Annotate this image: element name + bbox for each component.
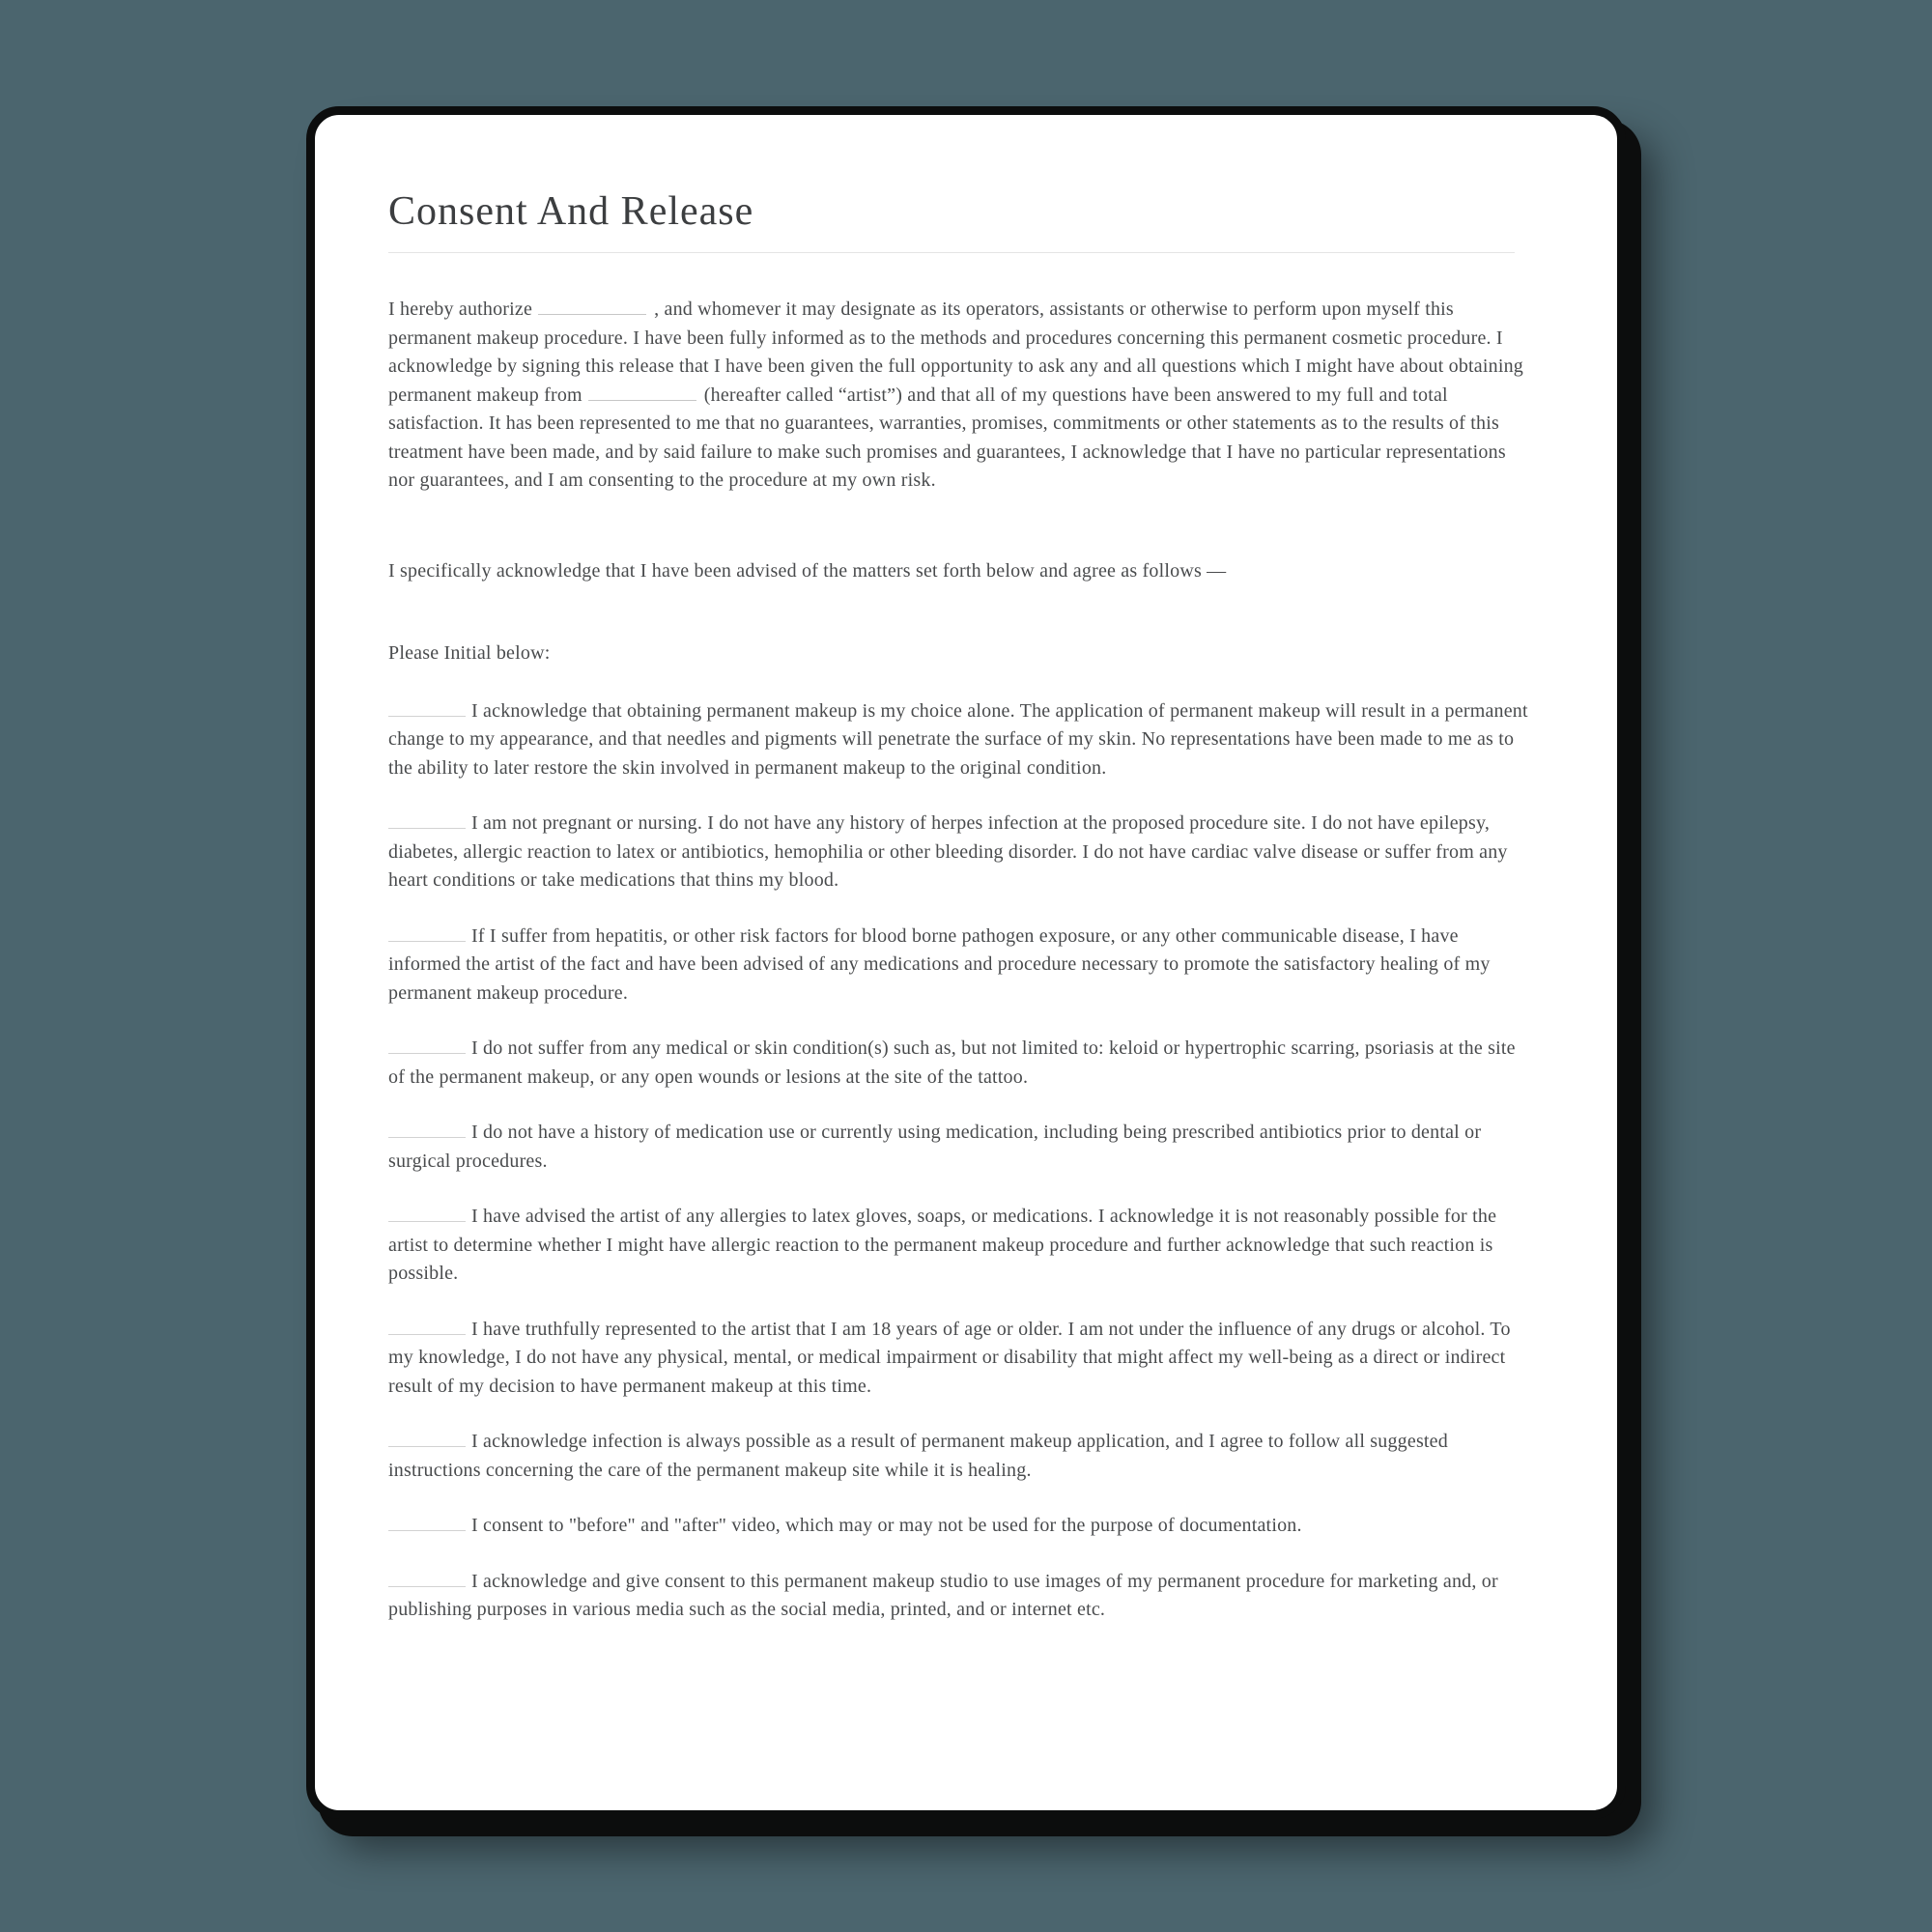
acknowledgement-line: I specifically acknowledge that I have been advised of the matters set forth below and agree as follows — — [388, 559, 1227, 582]
consent-item-2 — [388, 810, 1528, 895]
intro-text-2: , and whomever it may designate as its operators, assistants or otherwise to perform upon myself this permanent makeup procedure. I have been fully informed as to the methods and procedures concerning this permanent cosmetic procedure. I acknowledge by signing this release that I have been given the full opportunity to ask any and all questions which I might have about obtaining permanent makeup from — [388, 298, 1523, 406]
consent-item-6-text: I have advised the artist of any allergies to latex gloves, soaps, or medications. I acknowledge it is not reasonably possible for the artist to determine whether I might have allergic reaction to the permanent makeup procedure and further acknowledge that such reaction is possible. — [388, 1206, 1497, 1284]
initials-blank-5[interactable] — [388, 1122, 466, 1138]
initials-blank-7[interactable] — [388, 1320, 466, 1335]
initials-blank-8[interactable] — [388, 1432, 466, 1447]
artist-name-blank[interactable] — [588, 385, 696, 401]
consent-item-1 — [388, 697, 1528, 783]
consent-item-7 — [388, 1316, 1528, 1402]
intro-text-1: I hereby authorize — [388, 298, 533, 320]
intro-paragraph — [388, 296, 1528, 496]
initials-blank-3[interactable] — [388, 926, 466, 942]
consent-item-4 — [388, 1035, 1528, 1092]
consent-item-1-text: I acknowledge that obtaining permanent makeup is my choice alone. The application of permanent makeup will result in a permanent change to my appearance, and that needles and pigments will penetrate the surface of my skin. No representations have been made to me as to the ability to later restore the skin involved in permanent makeup to the original condition. — [388, 699, 1528, 779]
consent-item-9 — [388, 1512, 1528, 1541]
title-divider — [388, 252, 1515, 253]
initials-blank-6[interactable] — [388, 1207, 466, 1222]
initials-blank-10[interactable] — [388, 1572, 466, 1587]
consent-item-5-text: I do not have a history of medication use or currently using medication, including being prescribed antibiotics prior to dental or surgical procedures. — [388, 1122, 1482, 1172]
consent-item-3-text: If I suffer from hepatitis, or other risk factors for blood borne pathogen exposure, or any other communicable disease, I have informed the artist of the fact and have been advised of any medications and procedure necessary to promote the satisfactory healing of my permanent makeup procedure. — [388, 924, 1491, 1004]
consent-form-page — [306, 106, 1626, 1819]
consent-item-8 — [388, 1428, 1528, 1485]
consent-item-6 — [388, 1203, 1528, 1289]
consent-item-9-text: I consent to "before" and "after" video, which may or may not be used for the purpose of documentation. — [471, 1515, 1302, 1536]
initials-blank-9[interactable] — [388, 1516, 466, 1531]
consent-item-5 — [388, 1119, 1528, 1176]
initials-blank-2[interactable] — [388, 813, 466, 829]
consent-item-8-text: I acknowledge infection is always possible as a result of permanent makeup application, and I agree to follow all suggested instructions concerning the care of the permanent makeup site while it is healing. — [388, 1431, 1448, 1481]
consent-item-7-text: I have truthfully represented to the artist that I am 18 years of age or older. I am not under the influence of any drugs or alcohol. To my knowledge, I do not have any physical, mental, or medical impairment or disability that might affect my well-being as a direct or indirect result of my decision to have permanent makeup at this time. — [388, 1318, 1511, 1397]
studio-name-blank[interactable] — [538, 299, 646, 315]
consent-item-4-text: I do not suffer from any medical or skin condition(s) such as, but not limited to: keloid or hypertrophic scarring, psoriasis at the site of the permanent makeup, or any open wounds or lesions at the site of the tattoo. — [388, 1037, 1516, 1088]
page-title: Consent And Release — [388, 189, 754, 234]
initials-blank-4[interactable] — [388, 1038, 466, 1054]
initials-blank-1[interactable] — [388, 701, 466, 717]
consent-item-3 — [388, 923, 1528, 1009]
intro-text-3: (hereafter called “artist”) and that all of my questions have been answered to my full and total satisfaction. It has been represented to me that no guarantees, warranties, promises, commitments or other statements as to the results of this treatment have been made, and by said failure to make such promises and guarantees, I acknowledge that I have no particular representations nor guarantees, and I am consenting to the procedure at my own risk. — [388, 384, 1506, 491]
consent-item-2-text: I am not pregnant or nursing. I do not have any history of herpes infection at the proposed procedure site. I do not have epilepsy, diabetes, allergic reaction to latex or antibiotics, hemophilia or other bleeding disorder. I do not have cardiac valve disease or suffer from any heart conditions or take medications that thins my blood. — [388, 812, 1508, 891]
initial-instruction: Please Initial below: — [388, 642, 551, 664]
consent-item-10-text: I acknowledge and give consent to this permanent makeup studio to use images of my permanent procedure for marketing and, or publishing purposes in various media such as the social media, printed, and or internet etc. — [388, 1570, 1498, 1620]
page-content — [315, 115, 1528, 1625]
consent-item-10 — [388, 1568, 1528, 1625]
